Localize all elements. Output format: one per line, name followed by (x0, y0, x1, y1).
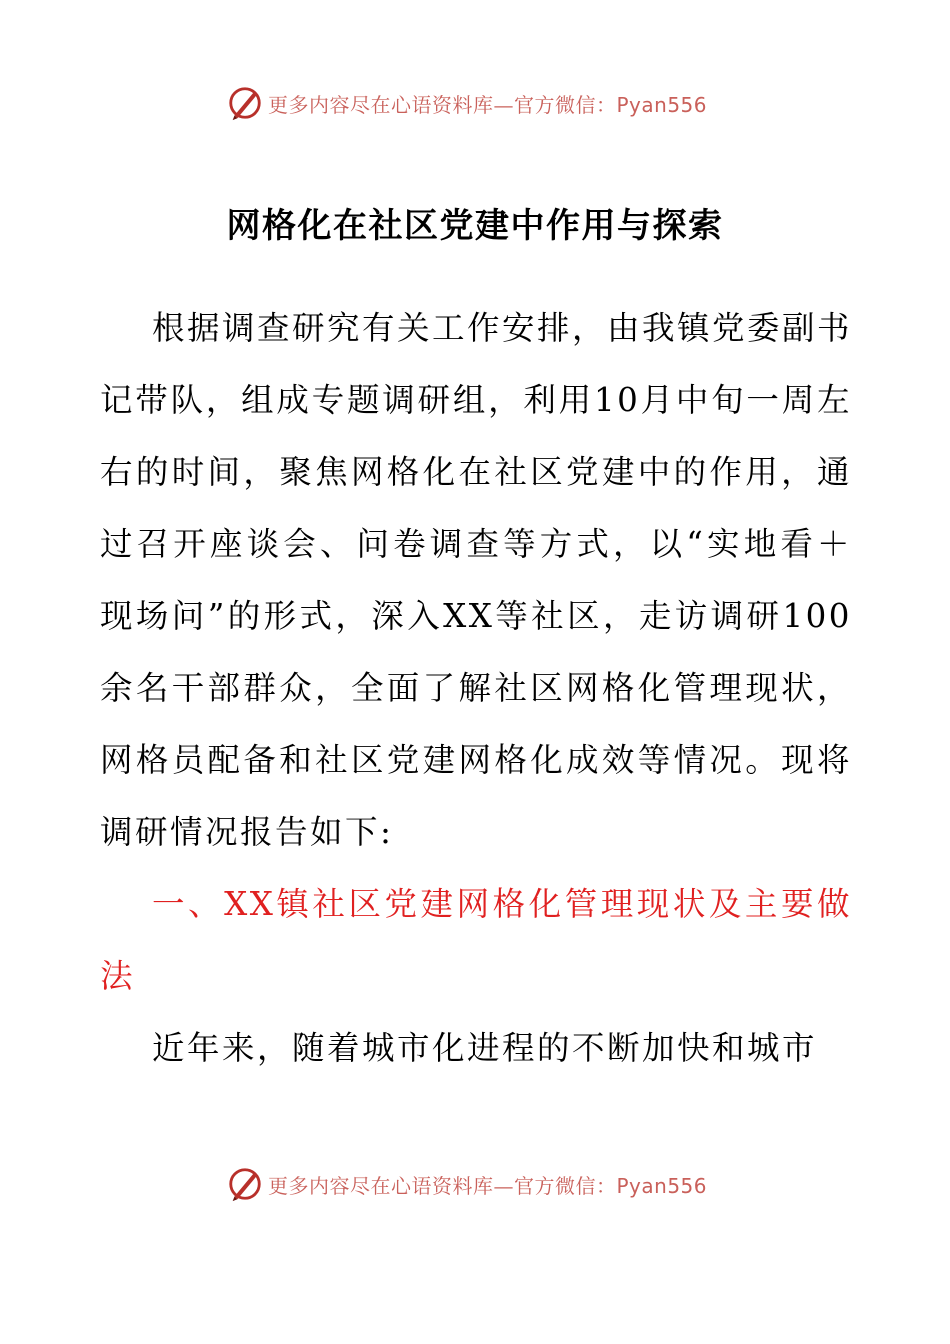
document-body (100, 292, 852, 1084)
pen-logo-icon (226, 1165, 264, 1203)
section-heading: 一、XX镇社区党建网格化管理现状及主要做法 (100, 885, 852, 995)
wechat-id: Pyan556 (616, 92, 708, 117)
paragraph-intro: 根据调查研究有关工作安排，由我镇党委副书记带队，组成专题调研组，利用10月中旬一周左右的时间，聚焦网格化在社区党建中的作用，通过召开座谈会、问卷调查等方式，以“实地看＋现场问”的形式，深入XX等社区，走访调研100余名干部群众，全面了解社区网格化管理现状，网格员配备和社区党建网格化成效等情况。现将调研情况报告如下: (100, 309, 853, 851)
document-title: 网格化在社区党建中作用与探索 (226, 206, 724, 246)
footer-banner (226, 1164, 707, 1204)
wechat-id: Pyan556 (616, 1173, 708, 1198)
banner-text: 更多内容尽在心语资料库—官方微信：Pyan556 (268, 1173, 708, 1198)
header-banner (226, 83, 707, 123)
paragraph-section-start: 近年来，随着城市化进程的不断加快和城市 (152, 1029, 818, 1067)
pen-logo-icon (226, 84, 264, 122)
banner-text: 更多内容尽在心语资料库—官方微信：Pyan556 (268, 92, 708, 117)
